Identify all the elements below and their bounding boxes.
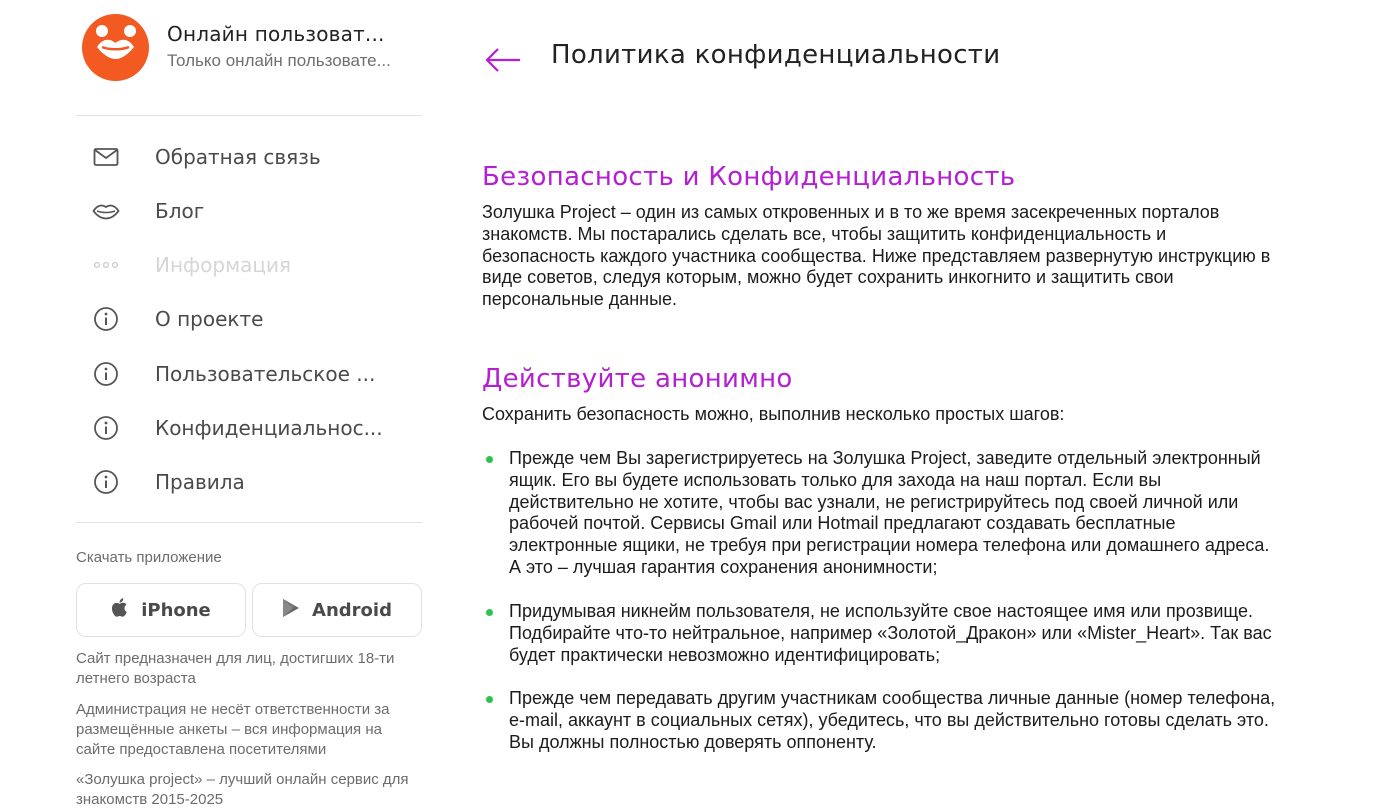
disclaimer-text: Администрация не несёт ответственности за размещённые анкеты – вся информация на сайте предоставлена посетителями — [76, 701, 390, 758]
list-item-text: Прежде чем Вы зарегистрируетесь на Золушка Project, заведите отдельный электронный ящик. Его вы будете использовать только для захода на наш портал. Если вы действительно не хотите, чтобы вас узнали, не регистрируйтесь под своей личной или рабочей почтой. Сервисы Gmail или Hotmail предлагают создавать бесплатные электронные ящики, не требуя при регистрации номера телефона или домашнего адреса. А это – лучшая гарантия сохранения анонимности; — [509, 448, 1270, 577]
sidebar-section-label: Информация — [155, 253, 292, 277]
sidebar-item-feedback[interactable] — [76, 137, 422, 177]
sidebar-item-rules[interactable] — [76, 462, 422, 502]
iphone-label: iPhone — [141, 599, 211, 621]
sidebar-item-label: О проекте — [155, 307, 264, 331]
dots-icon — [86, 261, 126, 269]
list-item-text: Придумывая никнейм пользователя, не используйте свое настоящее имя или прозвище. Подбирайте что-то нейтральное, например «Золотой_Дракон» или «Mister_Heart». Так вас будет практически невозможно идентифицировать; — [509, 601, 1272, 665]
arrow-left-icon — [484, 44, 522, 76]
mail-icon — [86, 147, 126, 167]
sidebar-item-about[interactable] — [76, 299, 422, 339]
list-item — [486, 601, 1276, 666]
bullet-dot — [486, 456, 493, 463]
google-play-icon — [282, 598, 300, 623]
section-text-security: Золушка Project – один из самых откровенных и в то же время засекреченных порталов знакомств. Мы постарались сделать все, чтобы защитить конфиденциальность и безопасность каждого участника сообщества. Ниже представляем развернутую инструкцию в виде советов, следуя которым, можно будет сохранить инкогнито и защитить свои персональные данные. — [482, 202, 1271, 310]
sidebar-section-information — [76, 245, 422, 285]
lips-logo-icon — [82, 14, 149, 81]
sidebar — [76, 0, 422, 809]
lips-icon — [86, 202, 126, 220]
iphone-download-button[interactable] — [76, 583, 246, 637]
sidebar-item-privacy[interactable] — [76, 408, 422, 448]
android-download-button[interactable] — [252, 583, 422, 637]
sidebar-item-label: Обратная связь — [155, 145, 321, 169]
sidebar-item-label: Пользовательское ... — [155, 362, 376, 386]
sidebar-item-label: Конфиденциальнос... — [155, 416, 383, 440]
sidebar-item-label: Блог — [155, 199, 205, 223]
info-icon — [86, 306, 126, 332]
section-intro-anonymous: Сохранить безопасность можно, выполнив несколько простых шагов: — [482, 404, 1065, 424]
profile-title: Онлайн пользоват... — [167, 22, 385, 46]
sidebar-item-label: Правила — [155, 470, 245, 494]
age-notice: Сайт предназначен для лиц, достигших 18-ти летнего возраста — [76, 650, 395, 687]
list-item — [486, 688, 1276, 753]
android-label: Android — [312, 599, 392, 621]
sidebar-item-user-agreement[interactable] — [76, 354, 422, 394]
download-app-label: Скачать приложение — [76, 549, 222, 566]
logo — [82, 14, 149, 81]
section-heading-security: Безопасность и Конфиденциальность — [482, 162, 1016, 192]
profile-header[interactable] — [82, 13, 422, 81]
list-item-text: Прежде чем передавать другим участникам сообщества личные данные (номер телефона, e-mail, аккаунт в социальных сетях), убедитесь, что вы действительно готовы сделать это. Вы должны полностью доверять оппоненту. — [509, 688, 1276, 752]
page-title: Политика конфиденциальности — [551, 40, 1001, 70]
divider — [76, 115, 422, 116]
back-button[interactable] — [484, 44, 522, 76]
list-item — [486, 448, 1276, 579]
apple-icon — [111, 597, 129, 623]
bullet-dot — [486, 609, 493, 616]
sidebar-item-blog[interactable] — [76, 191, 422, 231]
copyright-text: «Золушка project» – лучший онлайн сервис для знакомств 2015-2025 — [76, 771, 409, 808]
section-heading-anonymous: Действуйте анонимно — [482, 364, 793, 394]
info-icon — [86, 361, 126, 387]
info-icon — [86, 415, 126, 441]
bullet-dot — [486, 696, 493, 703]
profile-subtitle: Только онлайн пользовате... — [167, 51, 391, 70]
divider — [76, 522, 422, 523]
info-icon — [86, 469, 126, 495]
